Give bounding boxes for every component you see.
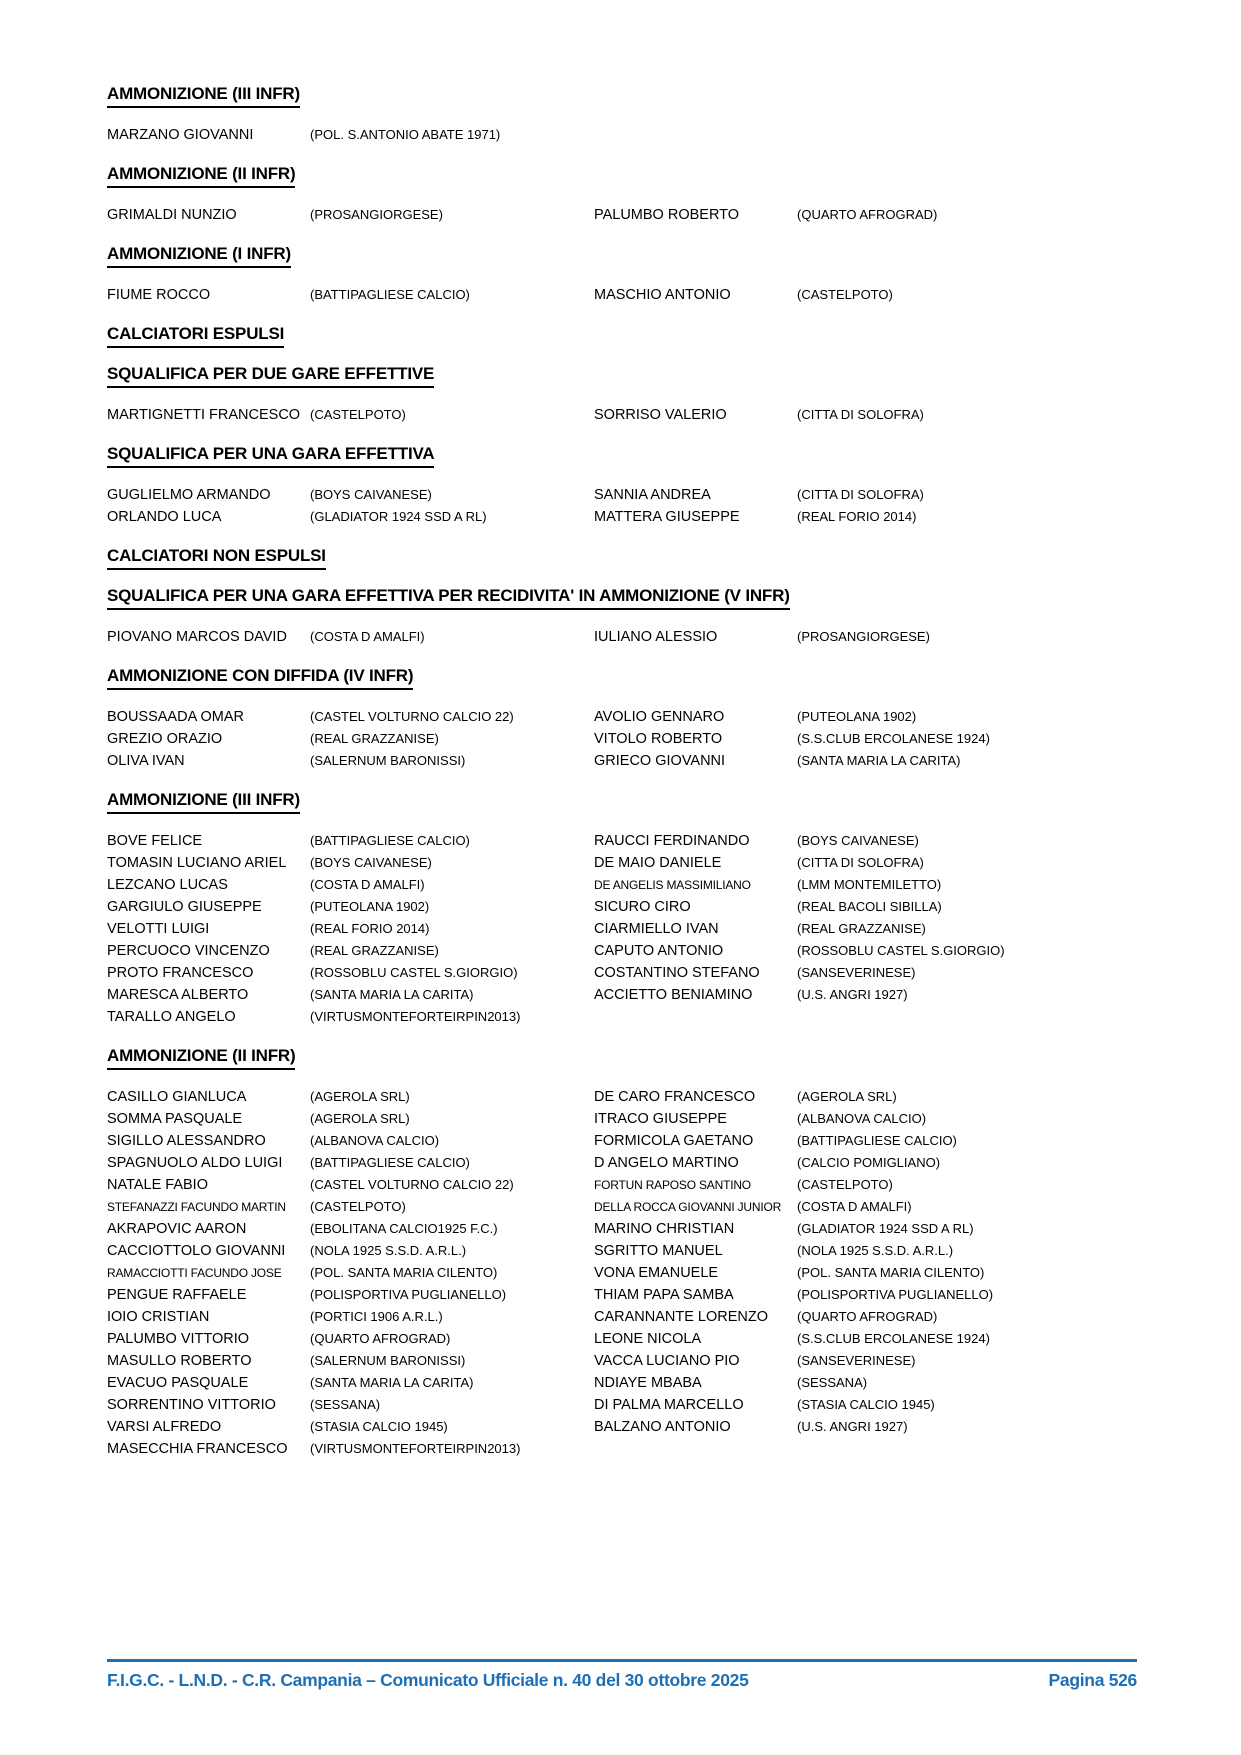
player-name: VITOLO ROBERTO (594, 731, 723, 747)
document-body (107, 84, 1137, 1478)
table-row (107, 1006, 1137, 1028)
table-row (107, 1372, 1137, 1394)
table-row (107, 1350, 1137, 1372)
player-name: DELLA ROCCA GIOVANNI JUNIOR (594, 1200, 782, 1214)
player-name: FIUME ROCCO (107, 287, 211, 303)
player-list (107, 626, 1137, 648)
player-club: (SESSANA) (797, 1375, 868, 1390)
table-row (107, 1306, 1137, 1328)
table-row (107, 1108, 1137, 1130)
player-name: TARALLO ANGELO (107, 1009, 236, 1025)
player-club: (COSTA D AMALFI) (310, 629, 425, 644)
sanction-section (107, 364, 1137, 426)
table-row (107, 284, 1137, 306)
player-club: (BATTIPAGLIESE CALCIO) (797, 1133, 957, 1148)
player-list (107, 124, 1137, 146)
player-club: (CASTEL VOLTURNO CALCIO 22) (310, 709, 514, 724)
player-name: VONA EMANUELE (594, 1265, 719, 1281)
player-list (107, 204, 1137, 226)
player-name: GUGLIELMO ARMANDO (107, 487, 271, 503)
section-heading: CALCIATORI ESPULSI (107, 324, 284, 348)
player-club: (CALCIO POMIGLIANO) (797, 1155, 941, 1170)
player-name: CARANNANTE LORENZO (594, 1309, 769, 1325)
player-name: D ANGELO MARTINO (594, 1155, 739, 1171)
player-club: (AGEROLA SRL) (310, 1089, 410, 1104)
player-club: (ROSSOBLU CASTEL S.GIORGIO) (797, 943, 1005, 958)
player-name: MASCHIO ANTONIO (594, 287, 731, 303)
player-name: DI PALMA MARCELLO (594, 1397, 744, 1413)
player-club: (VIRTUSMONTEFORTEIRPIN2013) (310, 1009, 521, 1024)
section-heading: SQUALIFICA PER UNA GARA EFFETTIVA PER RECIDIVITA' IN AMMONIZIONE (V INFR) (107, 586, 790, 610)
section-heading: AMMONIZIONE (II INFR) (107, 1046, 295, 1070)
table-row (107, 852, 1137, 874)
player-name: GARGIULO GIUSEPPE (107, 899, 262, 915)
table-row (107, 1218, 1137, 1240)
player-name: FORMICOLA GAETANO (594, 1133, 754, 1149)
table-row (107, 404, 1137, 426)
player-name: MASECCHIA FRANCESCO (107, 1441, 288, 1457)
page-footer (107, 1659, 1137, 1691)
section-heading: SQUALIFICA PER UNA GARA EFFETTIVA (107, 444, 434, 468)
player-club: (QUARTO AFROGRAD) (310, 1331, 451, 1346)
player-name: CACCIOTTOLO GIOVANNI (107, 1243, 286, 1259)
player-club: (S.S.CLUB ERCOLANESE 1924) (797, 731, 990, 746)
table-row (107, 1284, 1137, 1306)
player-club: (CITTA DI SOLOFRA) (797, 407, 924, 422)
sanction-section (107, 1046, 1137, 1460)
player-name: ORLANDO LUCA (107, 509, 222, 525)
table-row (107, 728, 1137, 750)
sanction-section (107, 444, 1137, 528)
player-club: (AGEROLA SRL) (310, 1111, 410, 1126)
player-club: (SANSEVERINESE) (797, 965, 916, 980)
table-row (107, 1394, 1137, 1416)
table-row (107, 1174, 1137, 1196)
player-club: (S.S.CLUB ERCOLANESE 1924) (797, 1331, 990, 1346)
table-row (107, 1130, 1137, 1152)
player-name: SGRITTO MANUEL (594, 1243, 723, 1259)
player-club: (CASTELPOTO) (797, 287, 893, 302)
table-row (107, 830, 1137, 852)
table-row (107, 896, 1137, 918)
player-name: SANNIA ANDREA (594, 487, 711, 503)
player-name: CAPUTO ANTONIO (594, 943, 724, 959)
player-name: AVOLIO GENNARO (594, 709, 725, 725)
player-club: (CASTEL VOLTURNO CALCIO 22) (310, 1177, 514, 1192)
player-name: SICURO CIRO (594, 899, 691, 915)
sanction-section (107, 84, 1137, 146)
player-name: VARSI ALFREDO (107, 1419, 222, 1435)
player-club: (SANTA MARIA LA CARITA) (310, 987, 474, 1002)
player-name: PALUMBO ROBERTO (594, 207, 740, 223)
player-name: SORRISO VALERIO (594, 407, 727, 423)
player-club: (PUTEOLANA 1902) (310, 899, 430, 914)
player-club: (GLADIATOR 1924 SSD A RL) (310, 509, 487, 524)
player-club: (BOYS CAIVANESE) (310, 855, 432, 870)
section-heading: AMMONIZIONE (III INFR) (107, 790, 300, 814)
footer-communique-title: F.I.G.C. - L.N.D. - C.R. Campania – Comunicato Ufficiale n. 40 del 30 ottobre 2025 (107, 1670, 749, 1690)
player-name: NDIAYE MBABA (594, 1375, 702, 1391)
table-row (107, 506, 1137, 528)
player-club: (EBOLITANA CALCIO1925 F.C.) (310, 1221, 498, 1236)
player-club: (SANTA MARIA LA CARITA) (797, 753, 961, 768)
player-club: (BATTIPAGLIESE CALCIO) (310, 287, 470, 302)
player-list (107, 284, 1137, 306)
player-club: (PROSANGIORGESE) (797, 629, 930, 644)
player-name: EVACUO PASQUALE (107, 1375, 249, 1391)
table-row (107, 984, 1137, 1006)
player-name: OLIVA IVAN (107, 753, 185, 769)
player-club: (POLISPORTIVA PUGLIANELLO) (310, 1287, 507, 1302)
player-name: AKRAPOVIC AARON (107, 1221, 247, 1237)
player-name: PENGUE RAFFAELE (107, 1287, 247, 1303)
table-row (107, 706, 1137, 728)
table-row (107, 1152, 1137, 1174)
player-club: (SALERNUM BARONISSI) (310, 753, 466, 768)
player-club: (REAL GRAZZANISE) (310, 943, 439, 958)
player-club: (STASIA CALCIO 1945) (797, 1397, 935, 1412)
section-heading: CALCIATORI NON ESPULSI (107, 546, 326, 570)
section-heading: AMMONIZIONE (III INFR) (107, 84, 300, 108)
player-name: TOMASIN LUCIANO ARIEL (107, 855, 287, 871)
player-name: GRIMALDI NUNZIO (107, 207, 237, 223)
table-row (107, 1086, 1137, 1108)
player-club: (PUTEOLANA 1902) (797, 709, 917, 724)
player-name: GREZIO ORAZIO (107, 731, 223, 747)
table-row (107, 484, 1137, 506)
player-name: MARESCA ALBERTO (107, 987, 249, 1003)
sanction-section (107, 666, 1137, 772)
player-name: BOUSSAADA OMAR (107, 709, 244, 725)
player-club: (AGEROLA SRL) (797, 1089, 897, 1104)
player-name: MARTIGNETTI FRANCESCO (107, 407, 301, 423)
section-heading: SQUALIFICA PER DUE GARE EFFETTIVE (107, 364, 434, 388)
player-club: (ROSSOBLU CASTEL S.GIORGIO) (310, 965, 518, 980)
player-club: (CITTA DI SOLOFRA) (797, 487, 924, 502)
player-name: BOVE FELICE (107, 833, 203, 849)
player-club: (REAL BACOLI SIBILLA) (797, 899, 942, 914)
player-club: (SALERNUM BARONISSI) (310, 1353, 466, 1368)
table-row (107, 1196, 1137, 1218)
player-club: (REAL FORIO 2014) (797, 509, 917, 524)
player-club: (SANTA MARIA LA CARITA) (310, 1375, 474, 1390)
player-name: BALZANO ANTONIO (594, 1419, 731, 1435)
player-club: (U.S. ANGRI 1927) (797, 987, 908, 1002)
sanction-section (107, 164, 1137, 226)
player-name: PROTO FRANCESCO (107, 965, 254, 981)
table-row (107, 874, 1137, 896)
table-row (107, 1438, 1137, 1460)
player-club: (PROSANGIORGESE) (310, 207, 443, 222)
player-club: (ALBANOVA CALCIO) (797, 1111, 927, 1126)
sanction-section (107, 790, 1137, 1028)
player-club: (POL. SANTA MARIA CILENTO) (797, 1265, 985, 1280)
player-club: (VIRTUSMONTEFORTEIRPIN2013) (310, 1441, 521, 1456)
player-club: (CITTA DI SOLOFRA) (797, 855, 924, 870)
player-name: SOMMA PASQUALE (107, 1111, 243, 1127)
player-club: (STASIA CALCIO 1945) (310, 1419, 448, 1434)
player-club: (BATTIPAGLIESE CALCIO) (310, 1155, 470, 1170)
player-name: CASILLO GIANLUCA (107, 1089, 247, 1105)
player-name: PIOVANO MARCOS DAVID (107, 629, 287, 645)
player-name: MARZANO GIOVANNI (107, 127, 254, 143)
player-name: GRIECO GIOVANNI (594, 753, 726, 769)
player-list (107, 404, 1137, 426)
player-list (107, 1086, 1137, 1460)
player-club: (GLADIATOR 1924 SSD A RL) (797, 1221, 974, 1236)
player-club: (REAL GRAZZANISE) (310, 731, 439, 746)
player-club: (BOYS CAIVANESE) (797, 833, 919, 848)
table-row (107, 1240, 1137, 1262)
sanction-section (107, 244, 1137, 306)
sanction-section (107, 546, 1137, 570)
player-name: STEFANAZZI FACUNDO MARTIN (107, 1200, 286, 1214)
table-row (107, 1262, 1137, 1284)
player-name: RAMACCIOTTI FACUNDO JOSE (107, 1266, 282, 1280)
player-name: IOIO CRISTIAN (107, 1309, 210, 1325)
player-club: (SANSEVERINESE) (797, 1353, 916, 1368)
player-name: SORRENTINO VITTORIO (107, 1397, 276, 1413)
player-name: SIGILLO ALESSANDRO (107, 1133, 266, 1149)
player-name: ACCIETTO BENIAMINO (594, 987, 753, 1003)
player-list (107, 484, 1137, 528)
player-club: (SESSANA) (310, 1397, 381, 1412)
player-list (107, 706, 1137, 772)
player-club: (POL. S.ANTONIO ABATE 1971) (310, 127, 501, 142)
player-club: (QUARTO AFROGRAD) (797, 207, 938, 222)
player-club: (ALBANOVA CALCIO) (310, 1133, 440, 1148)
player-name: LEONE NICOLA (594, 1331, 702, 1347)
player-name: PERCUOCO VINCENZO (107, 943, 270, 959)
table-row (107, 940, 1137, 962)
player-club: (U.S. ANGRI 1927) (797, 1419, 908, 1434)
table-row (107, 962, 1137, 984)
table-row (107, 750, 1137, 772)
player-club: (REAL GRAZZANISE) (797, 921, 926, 936)
player-club: (LMM MONTEMILETTO) (797, 877, 942, 892)
player-club: (COSTA D AMALFI) (310, 877, 425, 892)
player-club: (PORTICI 1906 A.R.L.) (310, 1309, 443, 1324)
player-club: (BOYS CAIVANESE) (310, 487, 432, 502)
player-club: (CASTELPOTO) (310, 1199, 406, 1214)
player-name: RAUCCI FERDINANDO (594, 833, 750, 849)
table-row (107, 626, 1137, 648)
player-club: (POLISPORTIVA PUGLIANELLO) (797, 1287, 994, 1302)
player-name: PALUMBO VITTORIO (107, 1331, 250, 1347)
player-name: MARINO CHRISTIAN (594, 1221, 735, 1237)
player-name: SPAGNUOLO ALDO LUIGI (107, 1155, 283, 1171)
player-name: MASULLO ROBERTO (107, 1353, 252, 1369)
player-name: VELOTTI LUIGI (107, 921, 210, 937)
player-club: (BATTIPAGLIESE CALCIO) (310, 833, 470, 848)
player-name: DE ANGELIS MASSIMILIANO (594, 878, 751, 892)
player-name: LEZCANO LUCAS (107, 877, 228, 893)
section-heading: AMMONIZIONE (II INFR) (107, 164, 295, 188)
player-club: (NOLA 1925 S.S.D. A.R.L.) (310, 1243, 467, 1258)
player-name: FORTUN RAPOSO SANTINO (594, 1178, 751, 1192)
sanction-section (107, 324, 1137, 348)
player-name: THIAM PAPA SAMBA (594, 1287, 734, 1303)
player-name: COSTANTINO STEFANO (594, 965, 760, 981)
player-club: (REAL FORIO 2014) (310, 921, 430, 936)
player-name: DE CARO FRANCESCO (594, 1089, 756, 1105)
player-club: (COSTA D AMALFI) (797, 1199, 912, 1214)
player-club: (NOLA 1925 S.S.D. A.R.L.) (797, 1243, 954, 1258)
player-name: MATTERA GIUSEPPE (594, 509, 740, 525)
table-row (107, 1328, 1137, 1350)
player-name: IULIANO ALESSIO (594, 629, 718, 645)
player-club: (POL. SANTA MARIA CILENTO) (310, 1265, 498, 1280)
table-row (107, 918, 1137, 940)
sanction-section (107, 586, 1137, 648)
table-row (107, 204, 1137, 226)
player-club: (CASTELPOTO) (797, 1177, 893, 1192)
player-name: ITRACO GIUSEPPE (594, 1111, 727, 1127)
player-list (107, 830, 1137, 1028)
table-row (107, 1416, 1137, 1438)
section-heading: AMMONIZIONE CON DIFFIDA (IV INFR) (107, 666, 413, 690)
section-heading: AMMONIZIONE (I INFR) (107, 244, 291, 268)
table-row (107, 124, 1137, 146)
player-club: (QUARTO AFROGRAD) (797, 1309, 938, 1324)
player-club: (CASTELPOTO) (310, 407, 406, 422)
player-name: VACCA LUCIANO PIO (594, 1353, 740, 1369)
player-name: CIARMIELLO IVAN (594, 921, 719, 937)
player-name: DE MAIO DANIELE (594, 855, 722, 871)
player-name: NATALE FABIO (107, 1177, 208, 1193)
footer-page-number: Pagina 526 (1048, 1670, 1137, 1690)
